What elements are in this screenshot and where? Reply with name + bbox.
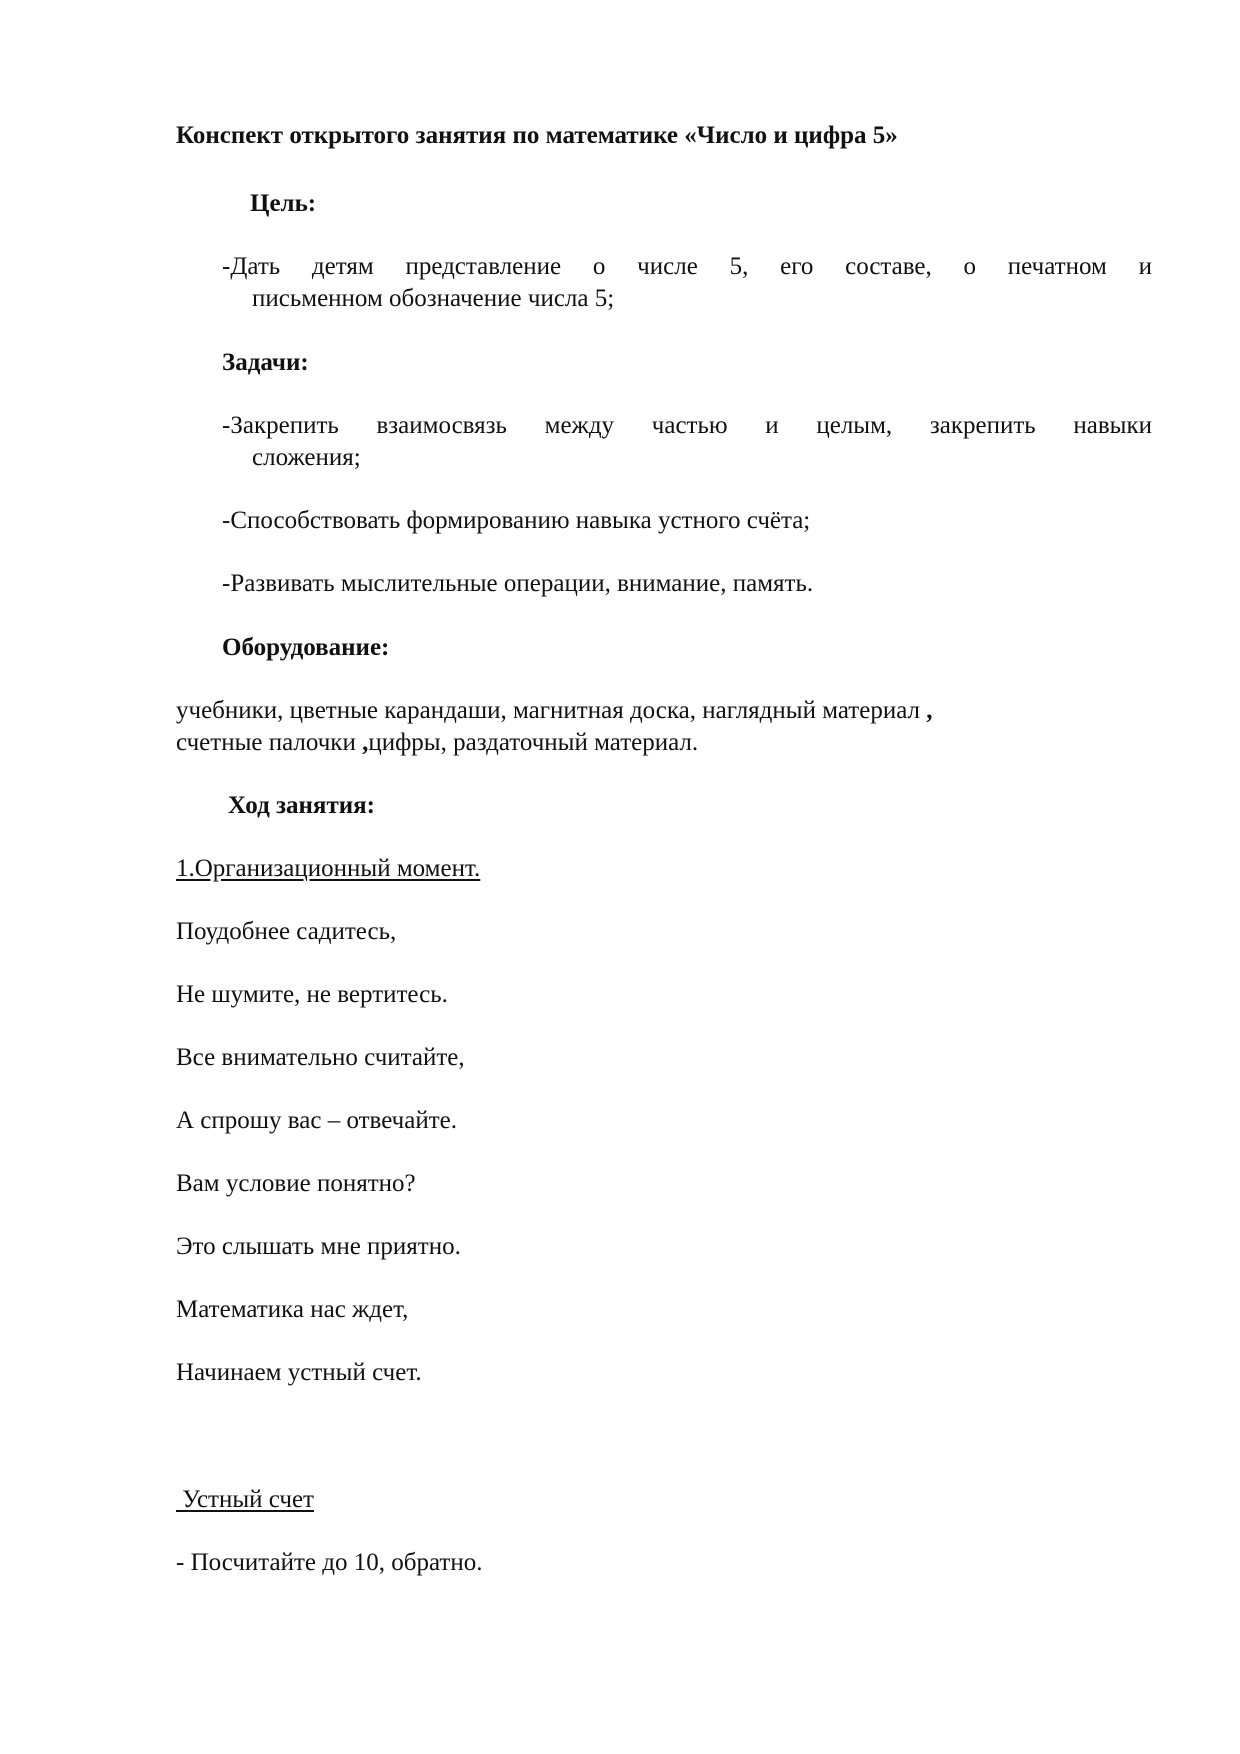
task-item-3: -Развивать мыслительные операции, внимание, память.	[222, 570, 814, 597]
equipment-line1-text: учебники, цветные карандаши, магнитная доска, наглядный материал	[176, 697, 927, 724]
task-item-2: -Способствовать формированию навыка устного счёта;	[222, 507, 811, 534]
poem-line: А спрошу вас – отвечайте.	[176, 1107, 457, 1134]
poem-line: Начинаем устный счет.	[176, 1359, 422, 1386]
goal-text-line2: письменном обозначение числа 5;	[252, 285, 615, 312]
count-task: - Посчитайте до 10, обратно.	[176, 1549, 483, 1576]
equipment-heading: Оборудование:	[222, 634, 390, 661]
poem-line: Все внимательно считайте,	[176, 1044, 465, 1071]
section-organizational-moment: 1.Организационный момент.	[176, 855, 481, 882]
goal-heading: Цель:	[250, 190, 317, 217]
goal-text-line1: -Дать детям представление о числе 5, его составе, о печатном и	[222, 253, 1152, 280]
poem-line: Не шумите, не вертитесь.	[176, 981, 448, 1008]
equipment-line2	[176, 727, 698, 759]
equipment-line2-text-b: цифры, раздаточный материал.	[368, 729, 699, 756]
task-item-1-line1: -Закрепить взаимосвязь между частью и целым, закрепить навыки	[222, 412, 1152, 439]
equipment-line2-text-a: счетные палочки	[176, 729, 363, 756]
task-item-1-line2: сложения;	[252, 444, 361, 471]
poem-line: Математика нас ждет,	[176, 1296, 409, 1323]
document-title: Конспект открытого занятия по математике «Число и цифра 5»	[176, 122, 898, 149]
section-oral-count: Устный счет	[176, 1486, 314, 1513]
equipment-line1	[176, 695, 933, 727]
course-heading: Ход занятия:	[228, 792, 375, 819]
poem-line: Поудобнее садитесь,	[176, 918, 397, 945]
equipment-line2-comma: ,	[362, 729, 369, 756]
tasks-heading: Задачи:	[222, 349, 309, 376]
equipment-line1-comma: ,	[926, 697, 933, 724]
poem-line: Это слышать мне приятно.	[176, 1233, 461, 1260]
poem-line: Вам условие понятно?	[176, 1170, 416, 1197]
